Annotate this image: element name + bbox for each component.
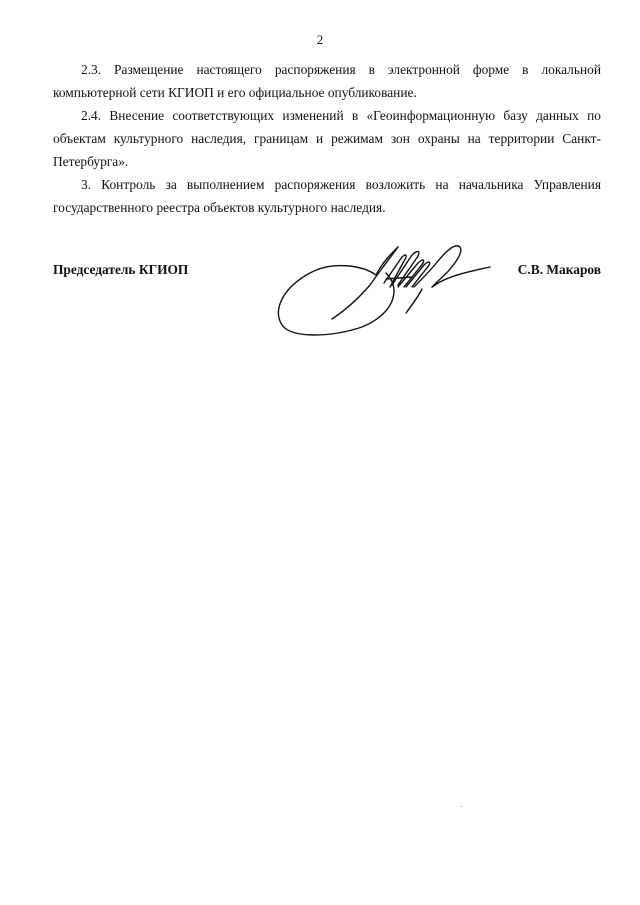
- signer-name: С.В. Макаров: [517, 262, 601, 277]
- paragraph-3: 3. Контроль за выполнением распоряжения возложить на начальника Управления государственного реестра объектов культурного наследия.: [53, 177, 601, 215]
- page-number: 2: [316, 32, 324, 47]
- handwritten-signature-icon: [262, 235, 502, 345]
- document-body: [53, 58, 601, 219]
- scan-artifact: [461, 806, 462, 807]
- paragraph-2-4: 2.4. Внесение соответствующих изменений в «Геоинформационную базу данных по объектам культурного наследия, границам и режимам зон охраны на территории Санкт-Петербурга».: [53, 108, 601, 169]
- signer-title: Председатель КГИОП: [53, 262, 189, 277]
- paragraph-2-3: 2.3. Размещение настоящего распоряжения в электронной форме в локальной компьютерной сети КГИОП и его официальное опубликование.: [53, 62, 601, 100]
